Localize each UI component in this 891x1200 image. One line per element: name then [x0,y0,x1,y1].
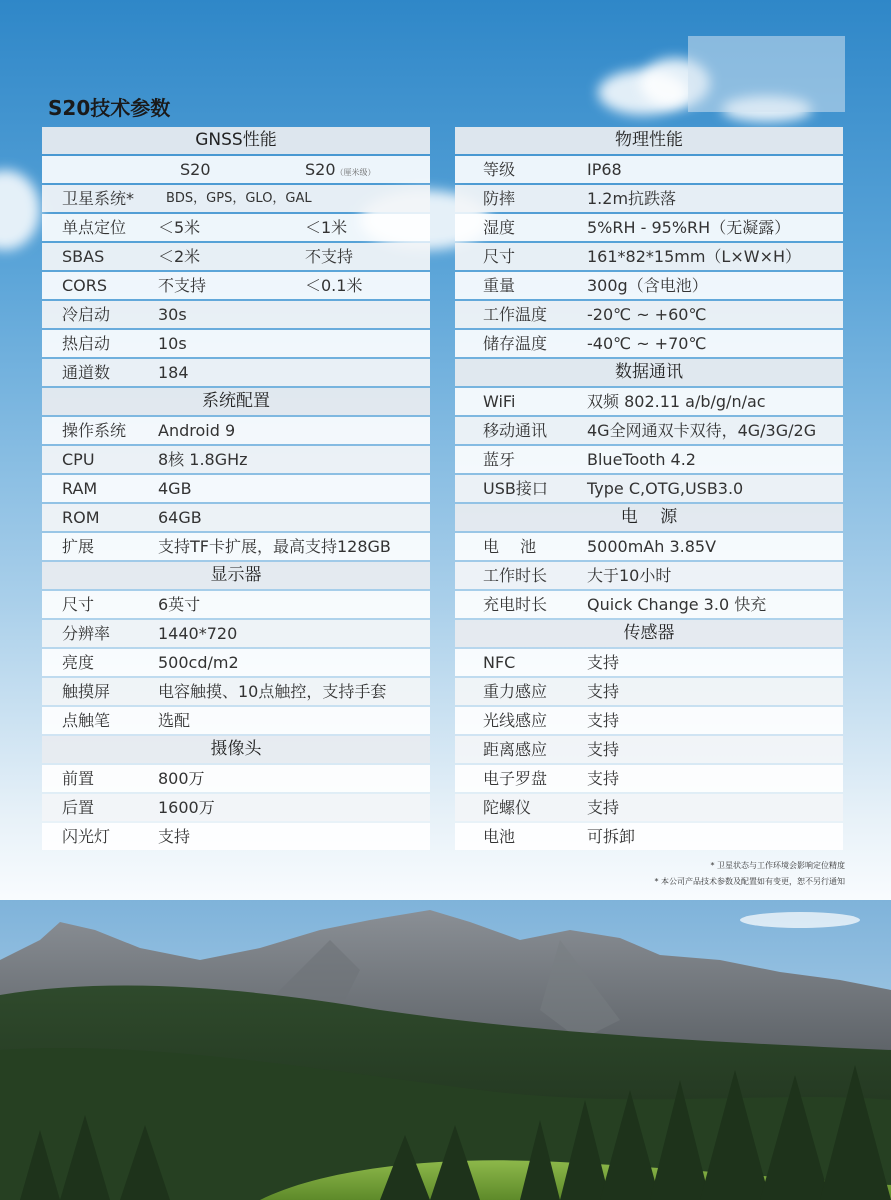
row-label: NFC [483,653,516,672]
section-header-gnss: GNSS性能 [42,127,430,154]
row-value: 800万 [158,769,205,788]
section-header-power: 电 源 [455,504,843,531]
table-row [455,475,843,502]
section-header-camera: 摄像头 [42,736,430,763]
row-value: 支持 [587,711,620,730]
table-row [455,214,843,241]
row-label: 工作时长 [483,566,548,585]
row-label: 电子罗盘 [483,769,548,788]
row-label: CORS [62,276,108,295]
row-label: 蓝牙 [483,450,516,469]
cloud-shape [740,912,860,928]
row-value: 支持 [587,653,620,672]
row-label: 单点定位 [62,218,127,237]
table-row [455,272,843,299]
table-row [455,185,843,212]
row-label: WiFi [483,392,516,411]
table-row [455,388,843,415]
table-row [455,301,843,328]
row-label: 亮度 [62,653,95,672]
page-title: S20技术参数 [48,96,171,120]
row-label: 后置 [62,798,95,817]
row-value: 500cd/m2 [158,653,239,672]
table-row [42,417,430,444]
mountain-landscape-image [0,900,891,1200]
table-row [455,707,843,734]
row-value-cm: 不支持 [305,247,354,266]
row-value: 1440*720 [158,624,238,643]
row-label: 电 池 [483,537,537,556]
table-row [455,156,843,183]
footnotes [654,858,845,890]
table-row [42,620,430,647]
row-value-cm: ＜0.1米 [305,276,363,295]
row-label: 通道数 [62,363,111,382]
row-value: ＜2米 [158,247,201,266]
row-label: 移动通讯 [483,421,548,440]
table-row [42,272,430,299]
row-label: 重力感应 [483,682,548,701]
row-label: 尺寸 [483,247,516,266]
table-row [455,591,843,618]
row-label: 湿度 [483,218,516,237]
row-value: 支持 [587,769,620,788]
row-value: 184 [158,363,189,382]
row-label: 工作温度 [483,305,548,324]
table-row [42,649,430,676]
row-label: 重量 [483,276,516,295]
row-value: 大于10小时 [587,566,672,585]
row-value: 双频 802.11 a/b/g/n/ac [587,392,766,411]
section-header-sensors: 传感器 [455,620,843,647]
table-row [42,591,430,618]
footnote: * 本公司产品技术参数及配置如有变更，恕不另行通知 [654,877,845,886]
row-value: 5000mAh 3.85V [587,537,717,556]
row-label: 卫星系统* [62,189,135,208]
row-value: Type C,OTG,USB3.0 [587,479,744,498]
row-value-cm: ＜1米 [305,218,348,237]
column-header-s20-cm [305,156,376,186]
row-label: ROM [62,508,100,527]
table-row [42,475,430,502]
row-value: Quick Change 3.0 快充 [587,595,767,614]
table-row [42,243,430,270]
row-value: 8核 1.8GHz [158,450,248,469]
table-row [42,533,430,560]
row-label: 储存温度 [483,334,548,353]
section-header-system: 系统配置 [42,388,430,415]
row-value: 161*82*15mm（L×W×H） [587,247,802,266]
section-header-comm: 数据通讯 [455,359,843,386]
column-header-s20-cm-note: （厘米级） [335,168,376,177]
table-row [455,562,843,589]
table-row [455,823,843,850]
table-row [455,330,843,357]
row-value: IP68 [587,160,622,179]
table-row [42,823,430,850]
table-row [42,794,430,821]
row-value: 支持 [587,682,620,701]
row-value: Android 9 [158,421,236,440]
row-value: 选配 [158,711,191,730]
row-value: 6英寸 [158,595,201,614]
table-row [455,794,843,821]
row-value: 可拆卸 [587,827,636,846]
row-label: SBAS [62,247,105,266]
row-value: 10s [158,334,187,353]
table-row [42,446,430,473]
row-label: 电池 [483,827,516,846]
table-row [455,446,843,473]
row-value: -40℃ ~ +70℃ [587,334,707,353]
spec-column-right [455,127,843,852]
row-value: ＜5米 [158,218,201,237]
row-label: 点触笔 [62,711,111,730]
row-value: 1600万 [158,798,215,817]
table-row [455,417,843,444]
table-row [455,678,843,705]
row-label: 距离感应 [483,740,548,759]
row-label: 陀螺仪 [483,798,532,817]
row-value: 支持 [158,827,191,846]
row-value: 不支持 [158,276,207,295]
column-header-s20-cm-label: S20 [305,160,336,179]
table-row [42,185,430,212]
row-value: 64GB [158,508,202,527]
table-row [455,649,843,676]
row-label: 分辨率 [62,624,111,643]
row-value: 支持TF卡扩展，最高支持128GB [158,537,391,556]
logo-area [688,36,845,112]
row-value: BlueTooth 4.2 [587,450,696,469]
row-label: CPU [62,450,95,469]
row-value: 支持 [587,740,620,759]
row-label: 冷启动 [62,305,111,324]
row-label: 尺寸 [62,595,95,614]
row-label: 扩展 [62,537,95,556]
row-label: 前置 [62,769,95,788]
row-label: 闪光灯 [62,827,111,846]
row-value: 1.2m抗跌落 [587,189,677,208]
table-row [42,707,430,734]
table-row [42,765,430,792]
section-header-display: 显示器 [42,562,430,589]
row-label: 触摸屏 [62,682,111,701]
row-value: -20℃ ~ +60℃ [587,305,707,324]
table-row [42,301,430,328]
table-row [455,765,843,792]
row-label: 热启动 [62,334,111,353]
table-row [42,359,430,386]
table-row [42,214,430,241]
row-label: 操作系统 [62,421,127,440]
column-header-s20: S20 [180,160,211,179]
table-header-row [42,156,430,183]
cloud-decoration [0,170,40,250]
row-value: 4GB [158,479,192,498]
spec-column-left [42,127,430,852]
row-value: 电容触摸、10点触控，支持手套 [158,682,387,701]
row-value: BDS，GPS，GLO，GAL [166,191,312,206]
row-label: 等级 [483,160,516,179]
row-value: 4G全网通双卡双待，4G/3G/2G [587,421,817,440]
table-row [42,330,430,357]
row-value: 5%RH - 95%RH（无凝露） [587,218,791,237]
row-label: 充电时长 [483,595,548,614]
footnote: * 卫星状态与工作环境会影响定位精度 [710,861,845,870]
row-value: 300g（含电池） [587,276,708,295]
table-row [455,533,843,560]
row-label: 光线感应 [483,711,548,730]
row-label: RAM [62,479,98,498]
table-row [455,736,843,763]
row-label: USB接口 [483,479,548,498]
section-header-physical: 物理性能 [455,127,843,154]
row-value: 30s [158,305,187,324]
table-row [42,504,430,531]
row-label: 防摔 [483,189,516,208]
table-row [455,243,843,270]
row-value: 支持 [587,798,620,817]
table-row [42,678,430,705]
